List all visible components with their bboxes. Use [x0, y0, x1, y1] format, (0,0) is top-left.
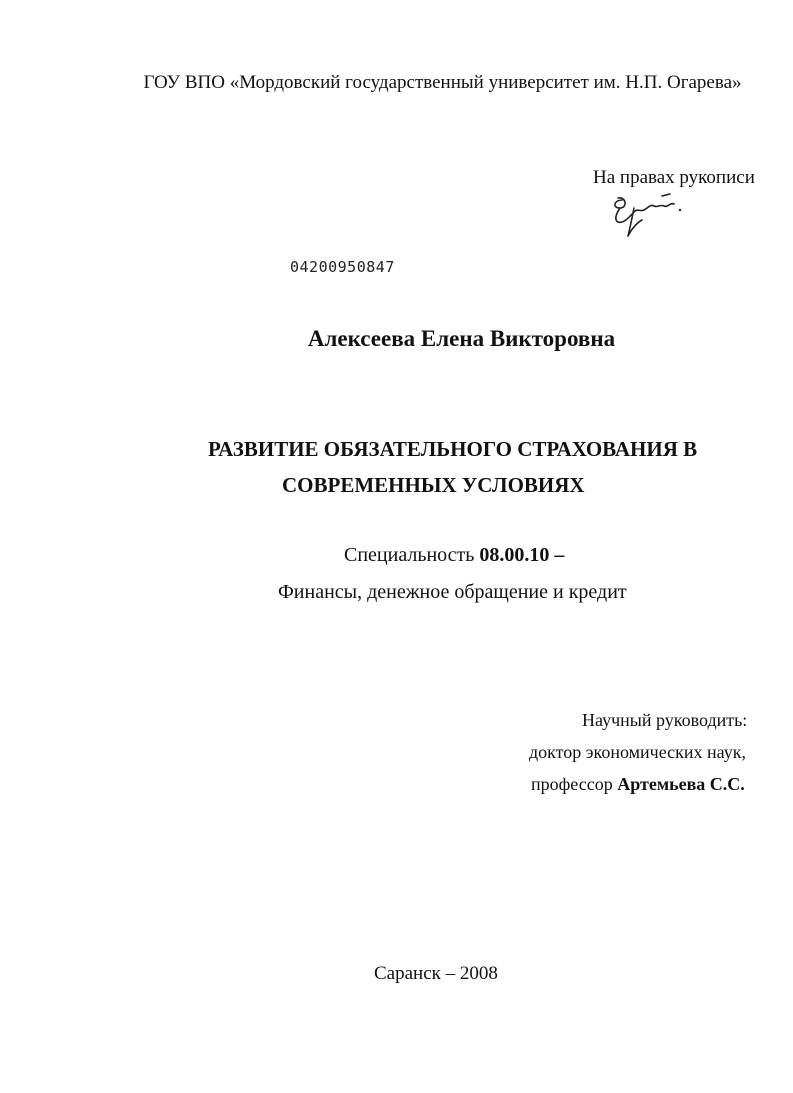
supervisor-name: Артемьева С.С.: [617, 774, 745, 794]
specialty-code: 08.00.10 –: [479, 544, 565, 566]
supervisor-degree: доктор экономических наук,: [529, 742, 746, 762]
supervisor-title: профессор: [531, 774, 618, 794]
supervisor-line: [531, 774, 745, 795]
specialty-field: Финансы, денежное обращение и кредит: [278, 581, 627, 603]
institution-header: [0, 72, 793, 94]
author-name: Алексеева Елена Викторовна: [307, 326, 616, 351]
manuscript-note: На правах рукописи: [593, 167, 755, 188]
signature-icon: [604, 186, 684, 238]
thesis-title-line-2: СОВРЕМЕННЫХ УСЛОВИЯХ: [282, 473, 585, 497]
supervisor-label: Научный руководить:: [582, 710, 748, 730]
specialty-label: Специальность: [344, 544, 480, 566]
thesis-title-line-1: РАЗВИТИЕ ОБЯЗАТЕЛЬНОГО СТРАХОВАНИЯ В: [208, 437, 698, 461]
institution-text: ГОУ ВПО «Мордовский государственный университет им. Н.П. Огарева»: [143, 72, 742, 93]
specialty-line: [344, 544, 564, 567]
archive-number: 04200950847: [290, 258, 395, 276]
author-block: [0, 326, 793, 352]
place-year: Саранск – 2008: [374, 963, 498, 984]
